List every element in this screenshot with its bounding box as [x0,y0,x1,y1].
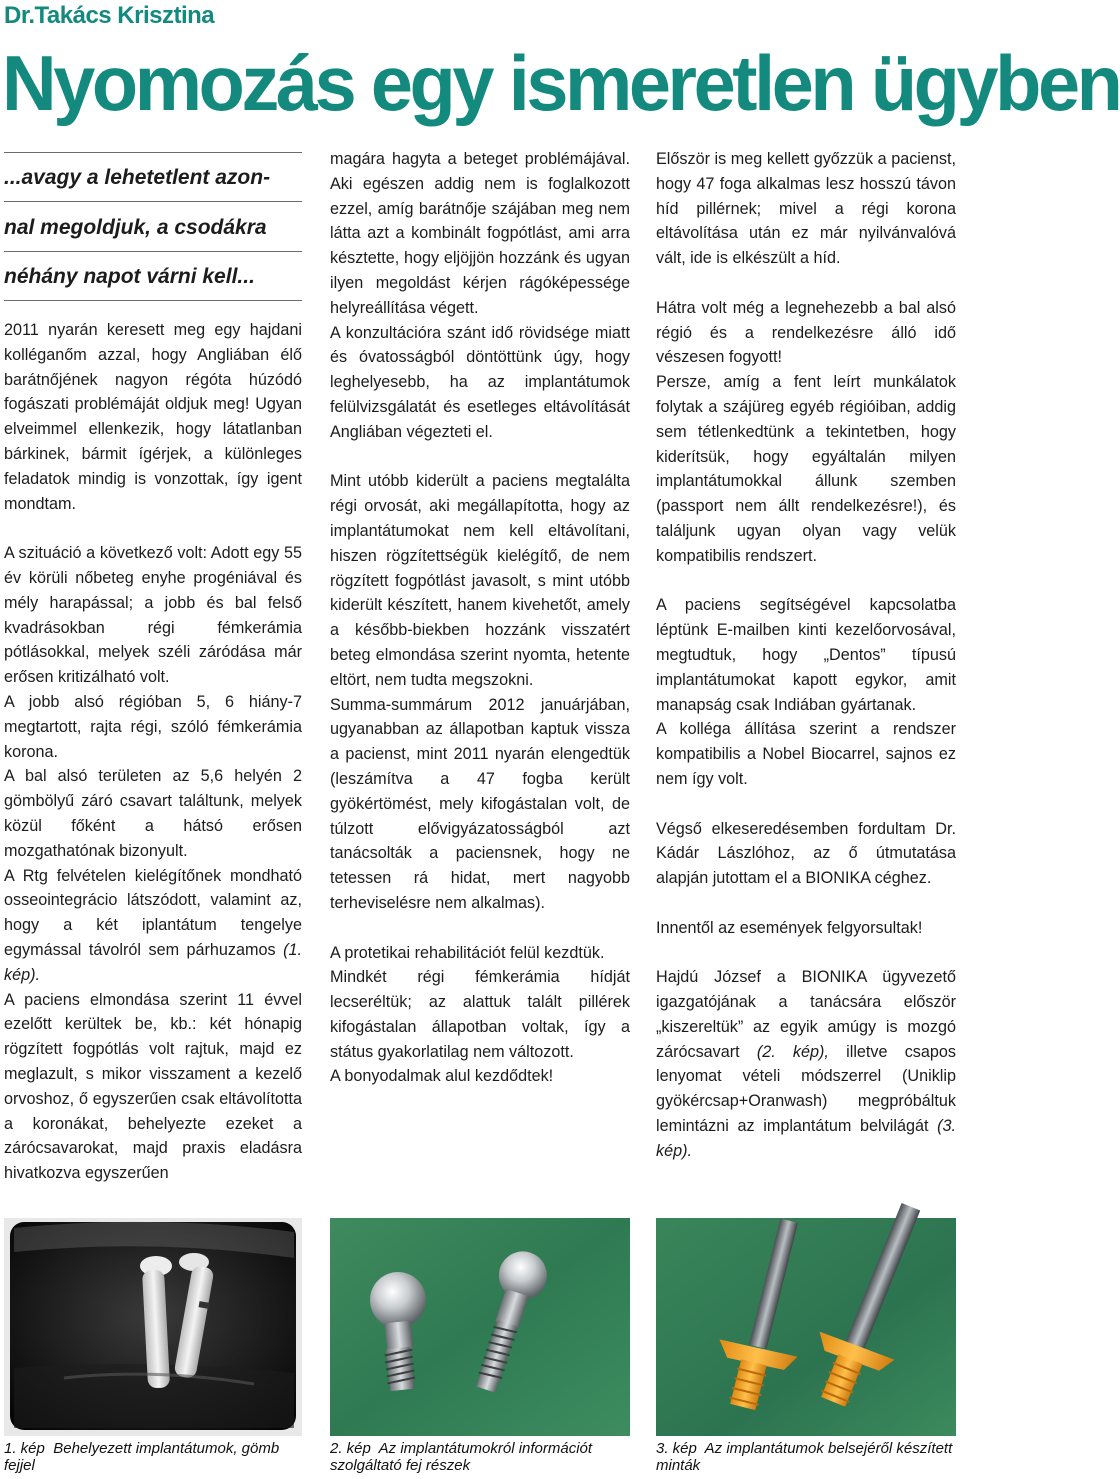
rule-1 [4,152,302,153]
caption-3-number: 3. kép [656,1440,697,1457]
col3-paragraph-4: A paciens segítségével kapcsolatba léptünk E-mailben kinti kezelőorvosával, megtudtuk, hogy „Dentos” típusú implantátumokat kapott egykor, amit manapság csak Indiában gyártanak. [656,596,956,714]
figure-ref-2: (2. kép), [756,1042,829,1061]
col2-paragraph-4: Summa-summárum 2012 januárjában, ugyanabban az állapotban kaptuk vissza a pacienst, mint 2011 nyarán elengedtük (leszámítva a 47 fogba került gyökértömést, mely kifogástalan volt, de túlzott elővigyázatosságból azt tanácsolták a paciensnek, hogy ne tetessen rá hidat, mert nagyobb terheviselésre nem alkalmas). [330,695,630,912]
author-name: Dr.Takács Krisztina [4,2,215,29]
col1-paragraph-5 [4,864,302,988]
col1-paragraph-3: A jobb alsó régióban 5, 6 hiány-7 megtartott, rajta régi, szóló fémkerámia korona. [4,692,302,761]
col3-paragraph-7: Innentől az események felgyorsultak! [656,918,923,937]
figure-ref-1: (1. kép). [4,940,302,984]
figure-ref-3: (3. kép). [656,1117,956,1160]
col2-paragraph-1: magára hagyta a beteget problémájával. Aki egészen addig nem is foglalkozott ezzel, amíg barátnője szájában meg nem látta azt a kombinált fogpótlást, ami arra késztette, hogy eljöjjön hozzánk és ugyan ilyen megoldást kérjen rágóképessége helyreállítása végett. [330,150,630,317]
photo-impression-posts [656,1218,956,1436]
col2-paragraph-7: A bonyodalmak alul kezdődtek! [330,1067,554,1086]
rule-4 [4,300,302,301]
col3-paragraph-5: A kolléga állítása szerint a rendszer kompatibilis a Nobel Biocarrel, sajnos ez nem így volt. [656,720,956,788]
col1-paragraph-1: 2011 nyarán keresett meg egy hajdani kolléganőm azzal, hogy Angliában élő barátnőjének nagyon régóta húzódó fogászati problémáját oldjuk meg! Ugyan elveimmel ellenkezik, hogy látatlanban bárkinek, bármit ígérjek, a különleges feladatok mindig is vonzottak, így igent mondtam. [4,321,302,513]
caption-1-number: 1. kép [4,1440,45,1457]
caption-1-text: Behelyezett implantátumok, gömb fejjel [4,1440,280,1474]
rule-2 [4,201,302,202]
subheading-line-1: ...avagy a lehetetlent azon- [4,166,271,189]
column-2 [330,147,630,1089]
col3-paragraph-8 [656,965,956,1163]
subheading-line-3: néhány napot várni kell... [4,265,255,288]
impression-image [656,1218,956,1436]
caption-3-text: Az implantátumok belsejéről készített minták [656,1440,953,1474]
photo-xray-implants [4,1218,302,1436]
col3-paragraph-2: Hátra volt még a legnehezebb a bal alsó régió és a rendelkezésre álló idő vészesen fogyott! [656,298,956,367]
col3-paragraph-6: Végső elkeseredésemben fordultam Dr. Kádár Lászlóhoz, az ő útmutatása alapján jutottam el a BIONIKA céghez. [656,819,956,888]
col3-p8-cont: illetve csapos lenyomat vételi módszerrel (Uniklip gyökércsap+Oranwash) megpróbáltuk lemintázni az implantátum belvilágát [656,1042,956,1136]
col3-p8-text: Hajdú József a BIONIKA ügyvezető igazgatójának a tanácsára először „kiszereltük” az egyik amúgy is mozgó zárócsavart [656,968,956,1061]
caption-2-number: 2. kép [330,1440,371,1457]
col2-paragraph-5: A protetikai rehabilitációt felül kezdtük. [330,943,605,962]
col1-paragraph-2: A szituáció a következő volt: Adott egy 55 év körüli nőbeteg enyhe progéniával és mély harapással; a jobb és bal felső kvadrásokban régi fémkerámia pótlásokkal, melyek széli záródása már erősen kritizálható volt. [4,544,302,687]
col2-paragraph-2: A konzultációra szánt idő rövidsége miatt és óvatosságból döntöttünk úgy, hogy leghelyesebb, ha az implantátumok felülvizsgálatát és esetleges eltávolítását Angliában végezteti el. [330,323,630,441]
column-3 [656,147,956,1164]
col1-paragraph-6: A paciens elmondása szerint 11 évvel ezelőtt kerültek be, kb.: két hónapig rögzített fogpótlás volt rajtuk, majd ez meglazult, s mikor visszament a kezelő orvoshoz, ő egyszerűen csak eltávolította a koronákat, behelyezte ezeket a zárócsavarokat, majd praxis eladásra hivatkozva egyszerűen [4,990,302,1183]
col1-p5-text: A Rtg felvételen kielégítőnek mondható osseointegrácio látszódott, valamint az, hogy a két iplantátum tengelye egymással távolról sem párhuzamos [4,866,302,959]
caption-2-text: Az implantátumokról információt szolgáltató fej részek [330,1440,593,1474]
col1-paragraph-4: A bal alsó területen az 5,6 helyén 2 gömbölyű záró csavart találtunk, melyek közül főként a hátsó erősen mozgathatónak bizonyult. [4,767,302,860]
xray-image [4,1218,302,1436]
caption-3 [656,1440,956,1474]
photo-screw-heads [330,1218,630,1436]
col3-paragraph-3: Persze, amíg a fent leírt munkálatok folytak a szájüreg egyéb régióiban, addig sem tétlenkedtünk a tekintetben, hogy kiderítsük, hogy egyáltalán milyen implantátumokkal állunk szemben (passport nem állt rendelkezésre!), és találjunk ugyan olyan vagy velük kompatibilis rendszert. [656,373,956,565]
col3-paragraph-1: Először is meg kellett győzzük a pacienst, hogy 47 foga alkalmas lesz hosszú távon híd pillérnek; mivel a régi korona eltávolítása után ez már nyilvánvalóvá vált, ide is elkészült a híd. [656,150,956,268]
rule-3 [4,251,302,252]
col2-paragraph-6: Mindkét régi fémkerámia hídját lecseréltük; az alattuk talált pillérek kifogástalan állapotban voltak, így a státus gyakorlatilag nem változott. [330,968,630,1061]
col2-paragraph-3: Mint utóbb kiderült a paciens megtalálta régi orvosát, aki megállapította, hogy az implantátumokat nem kell eltávolítani, hiszen rögzítettségük kielégítő, de nem rögzített fogpótlást javasolt, s mint utóbb kiderült készített, hanem kivehetőt, amely a később-biekben hozzánk visszatért beteg elmondása szerint nyomta, hetente eltört, nem tudta megszokni. [330,472,630,689]
subheading-line-2: nal megoldjuk, a csodákra [4,216,267,239]
caption-2 [330,1440,632,1474]
caption-1 [4,1440,302,1474]
screws-image [330,1218,630,1436]
column-1 [4,318,302,1186]
article-headline: Nyomozás egy ismeretlen ügyben [2,39,1120,127]
